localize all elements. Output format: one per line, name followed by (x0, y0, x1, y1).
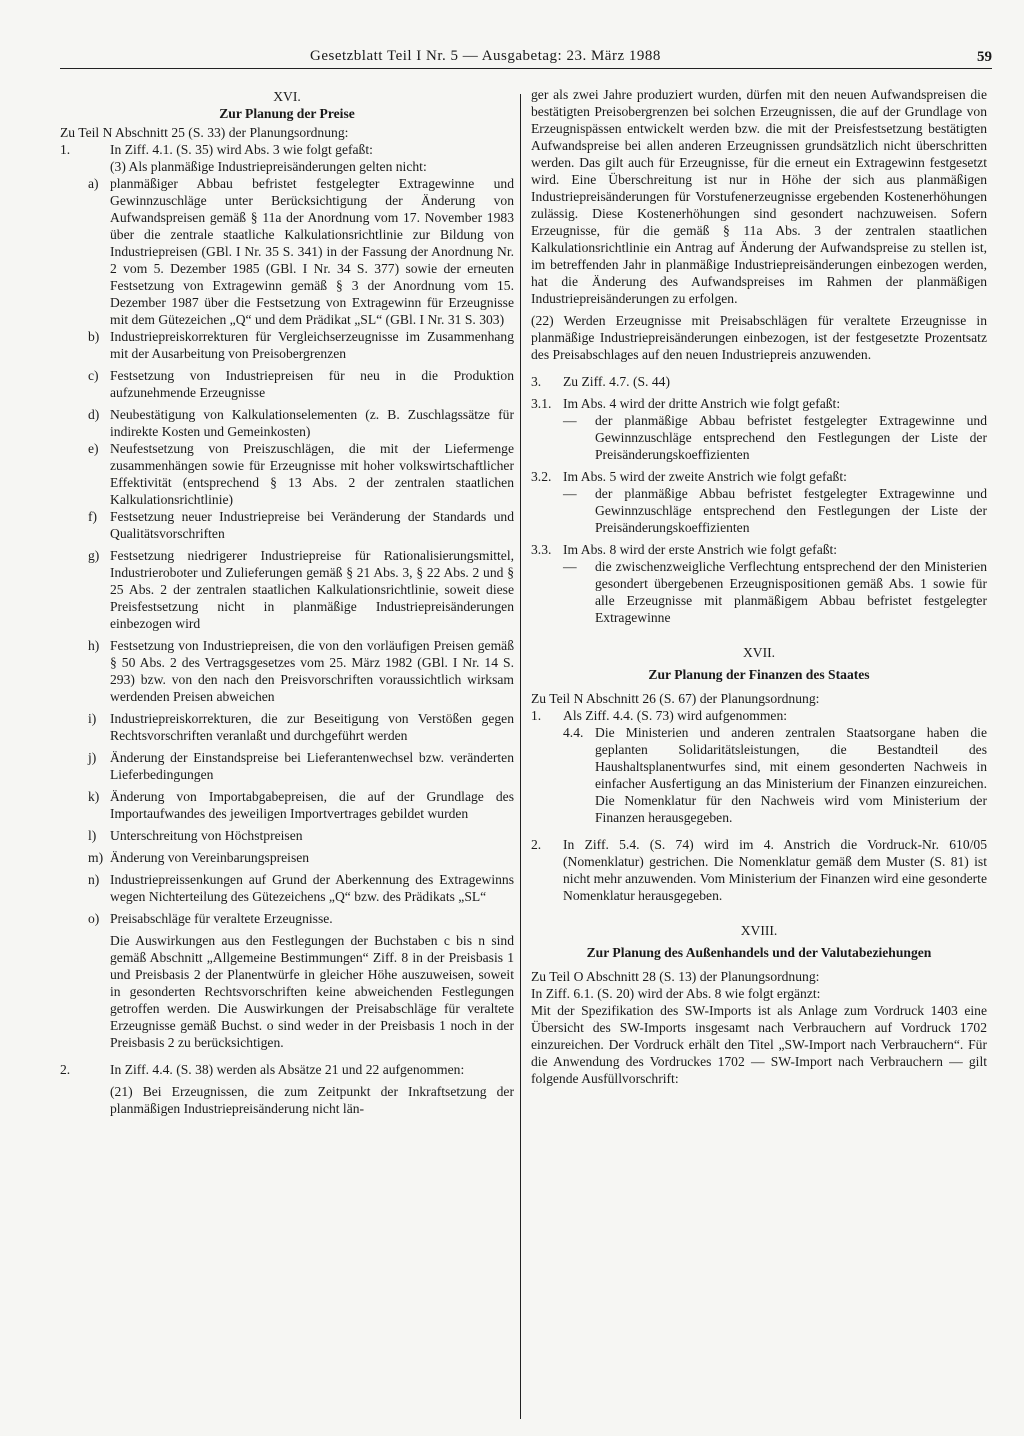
section-intro: Zu Teil O Abschnitt 28 (S. 13) der Planungsordnung: (531, 969, 820, 984)
item-marker: 3.2. (531, 469, 552, 484)
item-text: planmäßiger Abbau befristet festgelegter Extragewinne und Gewinnzuschläge unter Berücksichtigung der Änderung von Aufwandspreisen gemäß § 11a der Anordnung vom 17. November 1983 über die zentrale staatliche Kalkulationsrichtlinie zur Bildung von Industriepreisen (GBl. I Nr. 35 S. 341) in der Fassung der Anordnung Nr. 2 vom 5. Dezember 1985 (GBl. I Nr. 34 S. 377) sowie der erneuten Festsetzung von Extragewinn gemäß § 3 der Anordnung vom 15. Dezember 1987 über die Festsetzung von Extragewinn für Erzeugnisse mit dem Gütezeichen „Q“ und dem Prädikat „SL“ (GBl. I Nr. 31 S. 303) (110, 176, 514, 327)
dash-item (531, 558, 987, 626)
section-heading: Zur Planung der Preise (219, 106, 355, 121)
item-text: In Ziff. 4.4. (S. 38) werden als Absätze 21 und 22 aufgenommen: (110, 1062, 465, 1077)
item-marker: 3.3. (531, 542, 552, 557)
page-header (60, 48, 992, 70)
item-text: Festsetzung von Industriepreisen für neu in die Produktion aufzunehmende Erzeugnisse (110, 368, 514, 400)
item-marker: m) (88, 850, 104, 865)
item-text: Festsetzung neuer Industriepreise bei Veränderung der Standards und Qualitätsvorschriften (110, 509, 514, 541)
numbered-item (531, 541, 987, 558)
item-marker: 1. (531, 708, 542, 723)
item-marker: o) (88, 911, 100, 926)
item-text: Änderung von Vereinbarungspreisen (110, 850, 310, 865)
item-text: Industriepreiskorrekturen, die zur Beseitigung von Verstößen gegen Rechtsvorschriften veranlaßt und durchgeführt werden (110, 711, 514, 743)
paragraph: Mit der Spezifikation des SW-Imports ist als Anlage zum Vordruck 1403 eine Übersicht des SW-Imports insgesamt nach Verbrauchern auf Vordruck 1702 einzureichen. Der Vordruck erhält den Titel „SW-Import nach Verbrauchern“. Für die Anwendung des Vordruckes 1702 — SW-Import nach Verbrauchern — gilt folgende Ausfüllvorschrift: (531, 1003, 987, 1086)
dash-item (531, 485, 987, 536)
item-text: Festsetzung von Industriepreisen, die von den vorläufigen Preisen gemäß § 50 Abs. 2 des Vertragsgesetzes vom 25. März 1982 (GBl. I Nr. 14 S. 293) bzw. von den nach den Preisvorschriften voraussichtlich wirksam werdenden Preisen abweichen (110, 638, 514, 704)
item-marker: 3. (531, 374, 542, 389)
item-marker: j) (88, 750, 97, 765)
item-text: der planmäßige Abbau befristet festgelegter Extragewinne und Gewinnzuschläge entsprechend den Festlegungen der Liste der Preisänderungskoeffizienten (595, 486, 987, 535)
list-item (60, 871, 514, 905)
sub-item (531, 724, 987, 826)
item-text: In Ziff. 5.4. (S. 74) wird im 4. Anstrich die Vordruck-Nr. 610/05 (Nomenklatur) gestrichen. Die Nomenklatur gemäß dem Muster (S. 81) ist nicht mehr anzuwenden. Vom Ministerium der Finanzen wird eine gesonderte Nomenklatur herausgegeben. (563, 837, 987, 903)
item-marker: 1. (60, 142, 71, 157)
section-number: XVIII. (740, 923, 778, 938)
paragraph: In Ziff. 6.1. (S. 20) wird der Abs. 8 wie folgt ergänzt: (531, 986, 821, 1001)
list-item (60, 440, 514, 508)
section-number: XVII. (742, 645, 776, 660)
item-text: Im Abs. 8 wird der erste Anstrich wie folgt gefaßt: (563, 542, 838, 557)
item-marker: d) (88, 407, 100, 422)
item-text: Festsetzung niedrigerer Industriepreise für Rationalisierungsmittel, Industrieroboter und Zulieferungen gemäß § 21 Abs. 3, § 22 Abs. 2 und § 25 Abs. 2 der zentralen staatlichen Kalkulationsrichtlinie, soweit diese Preisfestsetzung nicht in planmäßige Industriepreisänderungen einbezogen wird (110, 548, 514, 631)
list-item (60, 849, 514, 866)
item-marker: g) (88, 548, 100, 563)
numbered-item (60, 141, 514, 158)
section-intro: Zu Teil N Abschnitt 25 (S. 33) der Planungsordnung: (60, 125, 349, 140)
item-text: Änderung der Einstandspreise bei Lieferantenwechsel bzw. veränderten Lieferbedingungen (110, 750, 514, 782)
item-text: Unterschreitung von Höchstpreisen (110, 828, 303, 843)
numbered-item (531, 468, 987, 485)
paragraph: (21) Bei Erzeugnissen, die zum Zeitpunkt der Inkraftsetzung der planmäßigen Industriepreisänderung nicht län- (110, 1084, 514, 1116)
list-item (60, 637, 514, 705)
item-marker: e) (88, 441, 99, 456)
item-marker: i) (88, 711, 97, 726)
item-marker: — (563, 486, 577, 501)
item-text: Neubestätigung von Kalkulationselementen (z. B. Zuschlagssätze für indirekte Kosten und Gemeinkosten) (110, 407, 514, 439)
item-text: Im Abs. 5 wird der zweite Anstrich wie folgt gefaßt: (563, 469, 847, 484)
item-marker: h) (88, 638, 100, 653)
item-text: Als Ziff. 4.4. (S. 73) wird aufgenommen: (563, 708, 788, 723)
item-text: Änderung von Importabgabepreisen, die auf der Grundlage des Importaufwandes des jeweiligen Importvertrages gebildet wurden (110, 789, 514, 821)
header-rule (60, 68, 992, 69)
paragraph: (3) Als planmäßige Industriepreisänderungen gelten nicht: (110, 159, 427, 174)
list-item (60, 406, 514, 440)
section-number: XVI. (273, 89, 301, 104)
list-item (60, 749, 514, 783)
item-text: Preisabschläge für veraltete Erzeugnisse. (110, 911, 333, 926)
list-item (60, 547, 514, 632)
list-item (60, 328, 514, 362)
list-item (60, 175, 514, 328)
item-text: Industriepreissenkungen auf Grund der Aberkennung des Extragewinns wegen Nichterteilung des Gütezeichens „Q“ bzw. des Prädikats „SL“ (110, 872, 514, 904)
item-marker: f) (88, 509, 98, 524)
list-item (60, 910, 514, 927)
item-marker: a) (88, 176, 99, 191)
item-text: der planmäßige Abbau befristet festgelegter Extragewinne und Gewinnzuschläge entsprechend den Festlegungen der Liste der Preisänderungskoeffizienten (595, 413, 987, 462)
item-marker: 2. (60, 1062, 71, 1077)
right-column (531, 86, 987, 1087)
item-marker: 2. (531, 837, 542, 852)
item-text: Im Abs. 4 wird der dritte Anstrich wie folgt gefaßt: (563, 396, 841, 411)
item-marker: — (563, 413, 577, 428)
column-divider (520, 94, 521, 1419)
dash-item (531, 412, 987, 463)
item-text: Die Ministerien und anderen zentralen Staatsorgane haben die geplanten Solidaritätsleistungen, die Bestandteil des Haushaltsplanentwurfes sind, mit einem gesonderten Nachweis in einfacher Ausfertigung an das Ministerium der Finanzen einzureichen. Die Nomenklatur für den Nachweis wird vom Ministerium der Finanzen herausgegeben. (595, 725, 987, 825)
numbered-item (531, 707, 987, 724)
item-marker: — (563, 559, 577, 574)
item-text: Neufestsetzung von Preiszuschlägen, die mit der Liefermenge zusammenhängen sowie für Erzeugnisse mit hoher volkswirtschaftlicher Effektivität (entsprechend § 13 Abs. 2 der zentralen staatlichen Kalkulationsrichtlinie) (110, 441, 514, 507)
list-item (60, 788, 514, 822)
left-column (60, 86, 514, 1117)
numbered-item (60, 1061, 514, 1078)
paragraph: (22) Werden Erzeugnisse mit Preisabschlägen für veraltete Erzeugnisse in planmäßige Industriepreisänderungen einbezogen, ist der festgesetzte Prozentsatz des Preisabschlages auf den neuen Industriepreis anzuwenden. (531, 313, 987, 362)
item-marker: 3.1. (531, 396, 552, 411)
item-text: Industriepreiskorrekturen für Vergleichserzeugnisse im Zusammenhang mit der Ausarbeitung von Preisobergrenzen (110, 329, 514, 361)
paragraph: Die Auswirkungen aus den Festlegungen der Buchstaben c bis n sind gemäß Abschnitt „Allgemeine Bestimmungen“ Ziff. 8 in der Preisbasis 1 und Preisbasis 2 der Planentwürfe in gleicher Höhe auszuweisen, soweit in gesonderten Rechtsvorschriften keine abweichenden Festlegungen getroffen werden. Die Auswirkungen der Preisabschläge für veraltete Erzeugnisse gemäß Buchst. o sind weder in der Preisbasis 1 noch in der Preisbasis 2 zu berücksichtigen. (110, 933, 514, 1050)
list-item (60, 367, 514, 401)
item-marker: b) (88, 329, 100, 344)
section-heading: Zur Planung des Außenhandels und der Valutabeziehungen (586, 945, 932, 960)
gazette-title: Gesetzblatt Teil I Nr. 5 — Ausgabetag: 23. März 1988 (310, 48, 661, 64)
item-text: die zwischenzweigliche Verflechtung entsprechend der den Ministerien gesondert übergebenen Erzeugnispositionen gemäß Abs. 1 sowie für alle Erzeugnisse mit planmäßigem Abbau befristet festgelegter Extragewinne (595, 559, 987, 625)
list-item (60, 710, 514, 744)
section-heading: Zur Planung der Finanzen des Staates (648, 667, 870, 682)
list-item (60, 508, 514, 542)
item-marker: c) (88, 368, 99, 383)
page-number: 59 (977, 49, 992, 65)
item-marker: k) (88, 789, 100, 804)
numbered-item (531, 836, 987, 904)
numbered-item (531, 373, 987, 390)
numbered-item (531, 395, 987, 412)
item-text: Zu Ziff. 4.7. (S. 44) (563, 374, 670, 389)
item-marker: n) (88, 872, 100, 887)
section-intro: Zu Teil N Abschnitt 26 (S. 67) der Planungsordnung: (531, 691, 820, 706)
paragraph: ger als zwei Jahre produziert wurden, dürfen mit den neuen Aufwandspreisen die bestätigten Preisobergrenzen bei solchen Erzeugnissen, die auf der Grundlage von Erzeugnispässen entwickelt werden bzw. die mit der Preisfestsetzung bestätigten Aufwandspreise bei allen anderen Erzeugnissen grundsätzlich nicht überschritten werden. Das gilt auch für Erzeugnisse, für die erneut ein Extragewinn festgesetzt wird. Eine Überschreitung ist nur in Höhe der sich aus planmäßigen Industriepreisänderungen für Vorstufenerzeugnisse ergebenden Kostenerhöhungen zulässig. Diese Kostenerhöhungen sind gesondert nachzuweisen. Sofern Erzeugnisse, für die gemäß § 11a Abs. 3 der zentralen staatlichen Kalkulationsrichtlinie ein Antrag auf Änderung der Aufwandspreise zu stellen ist, im betreffenden Jahr in planmäßige Industriepreisänderungen einbezogen werden, hat die Änderung des Aufwandspreises im Rahmen der planmäßigen Industriepreisänderungen zu erfolgen. (531, 87, 987, 306)
item-marker: 4.4. (563, 725, 584, 740)
list-item (60, 827, 514, 844)
item-marker: l) (88, 828, 97, 843)
item-text: In Ziff. 4.1. (S. 35) wird Abs. 3 wie folgt gefaßt: (110, 142, 373, 157)
